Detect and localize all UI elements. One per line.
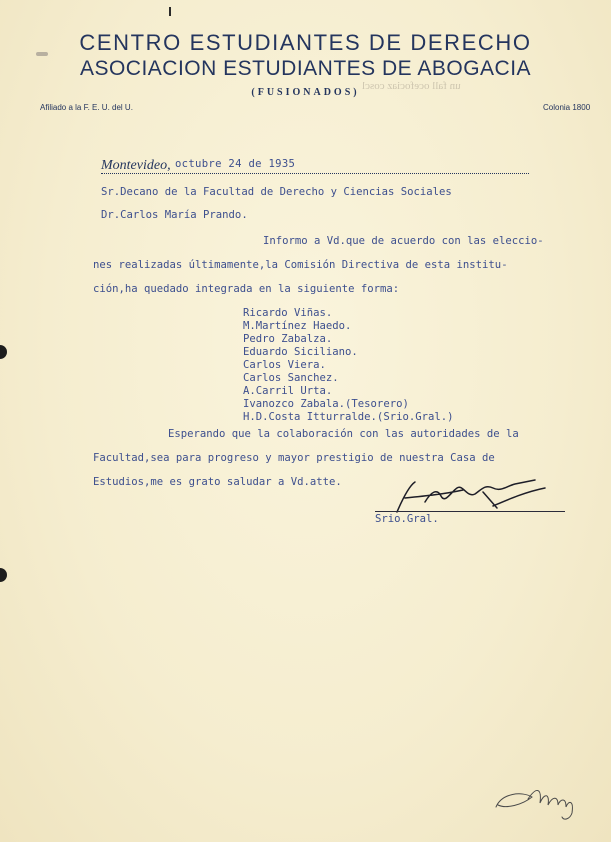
- member-name: Carlos Viera.: [243, 359, 326, 371]
- pencil-annotation: [492, 783, 587, 823]
- address-text: Colonia 1800: [543, 103, 591, 112]
- affiliation-text: Afiliado a la F. E. U. del U.: [40, 103, 133, 112]
- closing-line: Facultad,sea para progreso y mayor prestigio de nuestra Casa de: [93, 452, 495, 464]
- body-line: nes realizadas últimamente,la Comisión Directiva de esta institu-: [93, 259, 508, 271]
- member-name: H.D.Costa Itturralde.(Srio.Gral.): [243, 411, 454, 423]
- recipient-name: Dr.Carlos María Prando.: [101, 209, 248, 221]
- closing-line: Esperando que la colaboración con las autoridades de la: [168, 428, 519, 440]
- member-name: Eduardo Siciliano.: [243, 346, 358, 358]
- body-line: Informo a Vd.que de acuerdo con las eleccio-: [263, 235, 544, 247]
- letterhead-fusion-note: (FUSIONADOS): [251, 87, 360, 98]
- date-dotted-rule: [101, 173, 529, 174]
- letterhead-subtitle: ASOCIACION ESTUDIANTES DE ABOGACIA: [79, 57, 532, 80]
- ink-fleck: [169, 7, 171, 16]
- member-name: Carlos Sanchez.: [243, 372, 339, 384]
- city-label: Montevideo,: [101, 158, 171, 173]
- letterhead-title: CENTRO ESTUDIANTES DE DERECHO: [79, 30, 532, 55]
- closing-line: Estudios,me es grato saludar a Vd.atte.: [93, 476, 342, 488]
- body-line: ción,ha quedado integrada en la siguiente forma:: [93, 283, 400, 295]
- member-name: M.Martínez Haedo.: [243, 320, 352, 332]
- member-name: Ivanozco Zabala.(Tesorero): [243, 398, 409, 410]
- bleed-through-text: un fall ocefociaz coscl: [362, 80, 461, 92]
- punch-hole: [0, 345, 7, 359]
- member-name: Ricardo Viñas.: [243, 307, 333, 319]
- member-name: A.Carril Urta.: [243, 385, 333, 397]
- signature-rule: [375, 511, 565, 512]
- member-name: Pedro Zabalza.: [243, 333, 333, 345]
- letter-date: octubre 24 de 1935: [175, 158, 296, 170]
- recipient-line: Sr.Decano de la Facultad de Derecho y Ciencias Sociales: [101, 186, 452, 198]
- signature-title: Srio.Gral.: [375, 513, 439, 525]
- punch-hole: [0, 568, 7, 582]
